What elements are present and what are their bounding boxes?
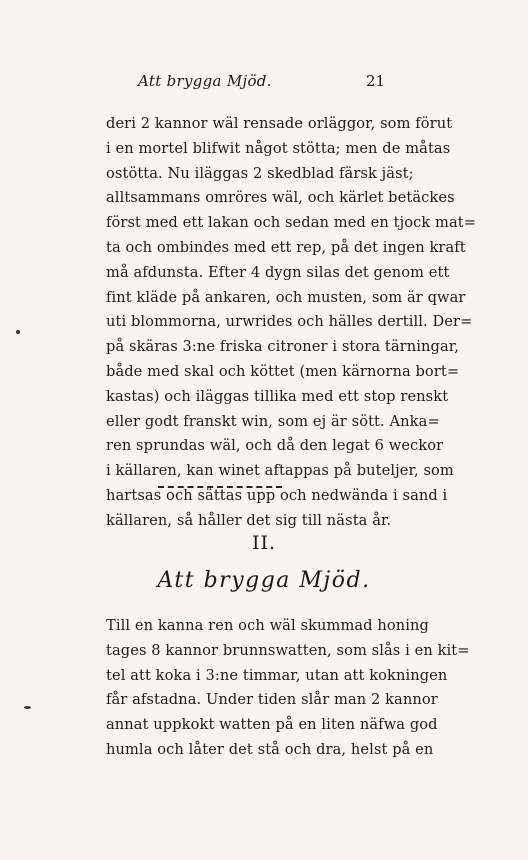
text-line: uti blommorna, urwrides och hälles dertill. Der=: [106, 313, 473, 331]
text-line: tages 8 kannor brunnswatten, som slås i en kit=: [106, 641, 470, 659]
text-line: fint kläde på ankaren, och musten, som är qwar: [106, 288, 466, 306]
text-line: källaren, så håller det sig till nästa år.: [106, 511, 392, 529]
text-line: Till en kanna ren och wäl skummad honing: [106, 617, 429, 634]
paragraph-brewing-mead: [106, 614, 470, 763]
page-number: 21: [366, 72, 386, 90]
text-line: både med skal och köttet (men kärnorna bort=: [106, 362, 460, 380]
paragraph-mead-recipe-continued: [106, 112, 477, 534]
running-head-title: Att brygga Mjöd.: [138, 72, 272, 90]
text-line: hartsas och sättas upp och nedwända i sand i: [106, 486, 448, 504]
text-line: först med ett lakan och sedan med en tjock mat=: [106, 214, 477, 232]
text-line: må afdunsta. Efter 4 dygn silas det genom ett: [106, 263, 450, 281]
text-line: eller godt franskt win, som ej är sött. Anka=: [106, 412, 440, 430]
ink-speck: [24, 706, 31, 709]
ink-speck: [16, 330, 20, 334]
section-number: II.: [251, 532, 277, 554]
text-line: kastas) och iläggas tillika med ett stop renskt: [106, 387, 449, 405]
section-title: Att brygga Mjöd.: [157, 568, 371, 593]
text-line: ostötta. Nu iläggas 2 skedblad färsk jäst;: [106, 164, 414, 182]
text-line: ta och ombindes med ett rep, på det ingen kraft: [106, 238, 466, 256]
text-line: i källaren, kan winet aftappas på buteljer, som: [106, 462, 454, 480]
text-line: på skäras 3:ne friska citroner i stora tärningar,: [106, 338, 459, 356]
text-line: deri 2 kannor wäl rensade orläggor, som förut: [106, 115, 453, 132]
text-line: annat uppkokt watten på en liten näfwa god: [106, 716, 438, 734]
text-line: humla och låter det stå och dra, helst på en: [106, 740, 434, 758]
text-line: tel att koka i 3:ne timmar, utan att kokningen: [106, 666, 448, 684]
section-divider: [158, 486, 282, 488]
running-head: [0, 72, 528, 96]
text-line: ren sprundas wäl, och då den legat 6 weckor: [106, 437, 444, 455]
text-line: alltsammans omröres wäl, och kärlet betäckes: [106, 189, 455, 207]
text-line: i en mortel blifwit något stötta; men de måtas: [106, 139, 451, 157]
text-line: får afstadna. Under tiden slår man 2 kannor: [106, 691, 438, 709]
